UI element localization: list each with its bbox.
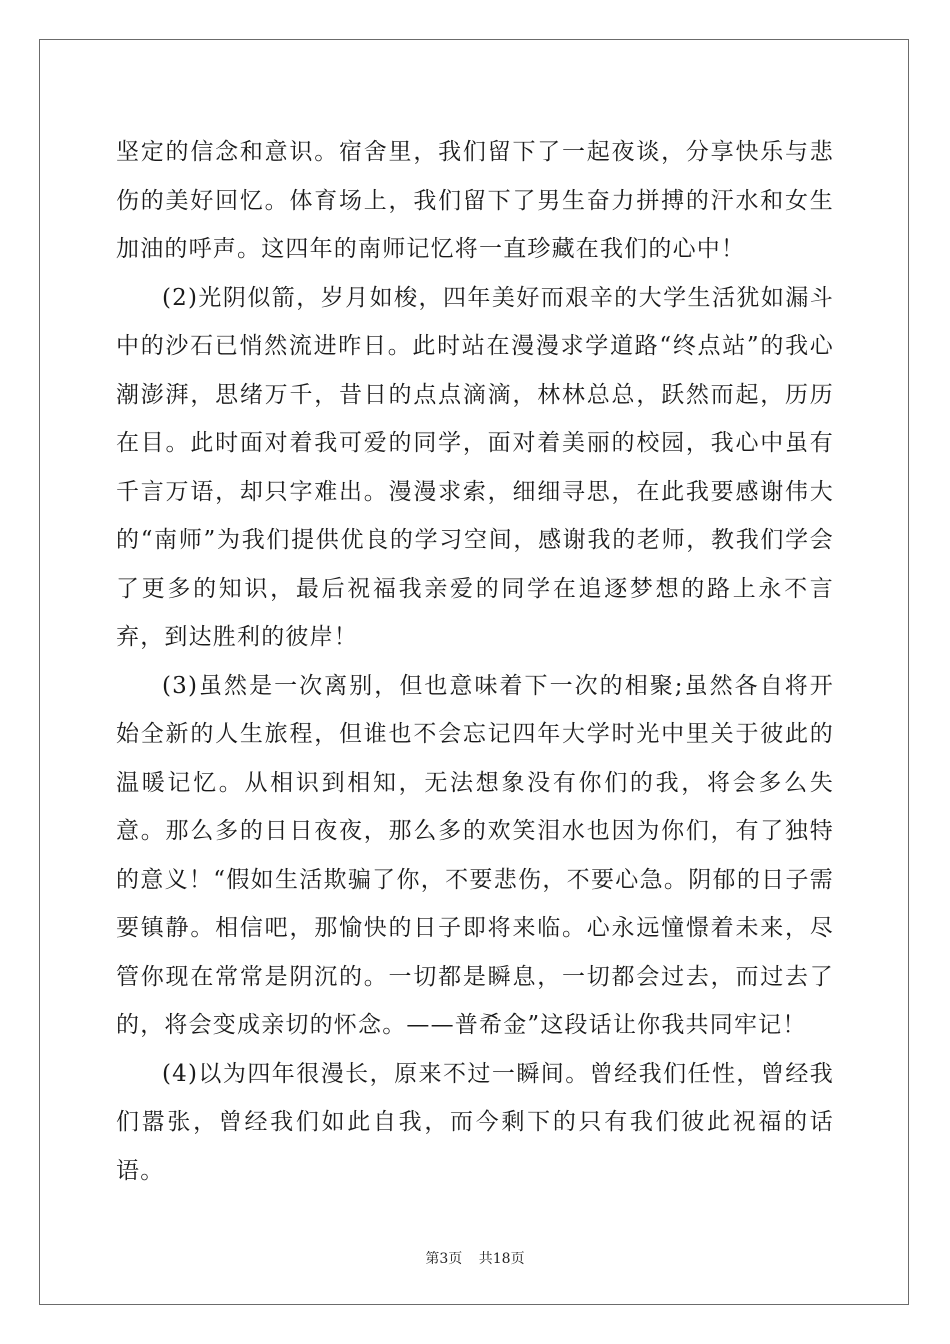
paragraph-4: (4)以为四年很漫长，原来不过一瞬间。曾经我们任性，曾经我们嚣张，曾经我们如此自我，而今剩下的只有我们彼此祝福的话语。	[116, 1060, 834, 1184]
paragraph-2: (2)光阴似箭，岁月如梭，四年美好而艰辛的大学生活犹如漏斗中的沙石已悄然流进昨日。此时站在漫漫求学道路“终点站”的我心潮澎湃，思绪万千，昔日的点点滴滴，林林总总，跃然而起，历历在目。此时面对着我可爱的同学，面对着美丽的校园，我心中虽有千言万语，却只字难出。漫漫求索，细细寻思，在此我要感谢伟大的“南师”为我们提供优良的学习空间，感谢我的老师，教我们学会了更多的知识，最后祝福我亲爱的同学在追逐梦想的路上永不言弃，到达胜利的彼岸！	[116, 284, 834, 650]
paragraph-3: (3)虽然是一次离别，但也意味着下一次的相聚;虽然各自将开始全新的人生旅程，但谁也不会忘记四年大学时光中里关于彼此的温暖记忆。从相识到相知，无法想象没有你们的我，将会多么失意。那么多的日日夜夜，那么多的欢笑泪水也因为你们，有了独特的意义！“假如生活欺骗了你，不要悲伤，不要心急。阴郁的日子需要镇静。相信吧，那愉快的日子即将来临。心永远憧憬着未来，尽管你现在常常是阴沉的。一切都是瞬息，一切都会过去，而过去了的，将会变成亲切的怀念。——普希金”这段话让你我共同牢记！	[116, 672, 834, 1038]
page-total: 共18页	[478, 1251, 525, 1267]
document-body	[116, 128, 834, 1195]
paragraph-continuation: 坚定的信念和意识。宿舍里，我们留下了一起夜谈，分享快乐与悲伤的美好回忆。体育场上，我们留下了男生奋力拼搏的汗水和女生加油的呼声。这四年的南师记忆将一直珍藏在我们的心中！	[116, 139, 834, 262]
page-number: 第3页	[425, 1251, 463, 1267]
page-footer	[0, 1248, 950, 1268]
